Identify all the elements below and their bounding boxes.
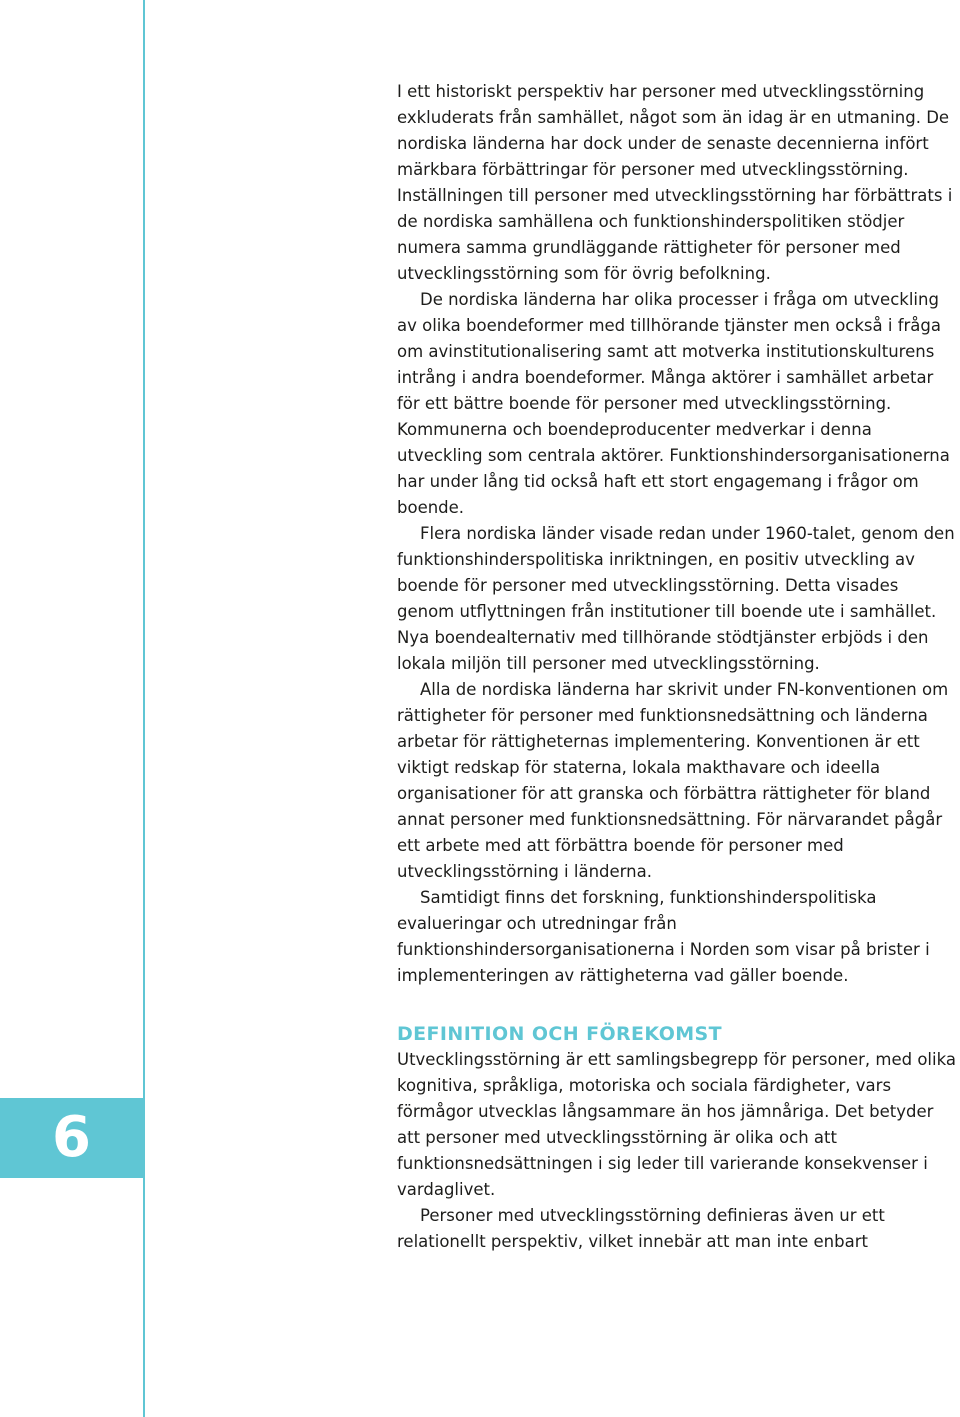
section-paragraph: Utvecklingsstörning är ett samlingsbegrepp för personer, med olika kognitiva, språkliga, motoriska och sociala färdigheter, vars förmågor utvecklas långsammare än hos jämnåriga. Det betyder att personer med utvecklingsstörning är olika och att funktionsnedsättningen i sig leder till varierande konsekvenser i vardaglivet. — [397, 1050, 956, 1199]
margin-rule — [143, 0, 145, 1417]
section-heading: DEFINITION OCH FÖREKOMST — [397, 1023, 722, 1045]
section-paragraph: Personer med utvecklingsstörning definieras även ur ett relationellt perspektiv, vilket innebär att man inte enbart — [397, 1206, 885, 1251]
body-paragraph: I ett historiskt perspektiv har personer med utvecklingsstörning exkluderats från samhället, något som än idag är en utmaning. De nordiska länderna har dock under de senaste decennierna infört märkbara förbättringar för personer med utvecklingsstörning. Inställningen till personer med utvecklingsstörning har förbättrats i de nordiska samhällena och funktionshinderspolitiken stödjer numera samma grundläggande rättigheter för personer med utvecklingsstörning som för övrig befolkning. — [397, 82, 953, 283]
page-number: 6 — [52, 1105, 91, 1170]
page-number-tab — [0, 1098, 143, 1178]
main-text — [397, 79, 957, 1255]
body-paragraph: Flera nordiska länder visade redan under 1960-talet, genom den funktionshinderspolitiska inriktningen, en positiv utveckling av boende för personer med utvecklingsstörning. Detta visades genom utflyttningen från institutioner till boende ute i samhället. Nya boendealternativ med tillhörande stödtjänster erbjöds i den lokala miljön till personer med utvecklingsstörning. — [397, 524, 955, 673]
body-paragraph: Samtidigt finns det forskning, funktionshinderspolitiska evalueringar och utredningar från funktionshindersorganisationerna i Norden som visar på brister i implementeringen av rättigheterna vad gäller boende. — [397, 888, 930, 985]
body-paragraph: De nordiska länderna har olika processer i fråga om utveckling av olika boendeformer med tillhörande tjänster men också i fråga om avinstitutionalisering samt att motverka institutionskulturens intrång i andra boendeformer. Många aktörer i samhället arbetar för ett bättre boende för personer med utvecklingsstörning. Kommunerna och boendeproducenter medverkar i denna utveckling som centrala aktörer. Funktionshindersorganisationerna har under lång tid också haft ett stort engagemang i frågor om boende. — [397, 290, 950, 517]
body-paragraph: Alla de nordiska länderna har skrivit under FN-konventionen om rättigheter för personer med funktionsnedsättning och länderna arbetar för rättigheternas implementering. Konventionen är ett viktigt redskap för staterna, lokala makthavare och ideella organisationer för att granska och förbättra rättigheter för bland annat personer med funktionsnedsättning. För närvarandet pågår ett arbete med att förbättra boende för personer med utvecklingsstörning i länderna. — [397, 680, 949, 881]
